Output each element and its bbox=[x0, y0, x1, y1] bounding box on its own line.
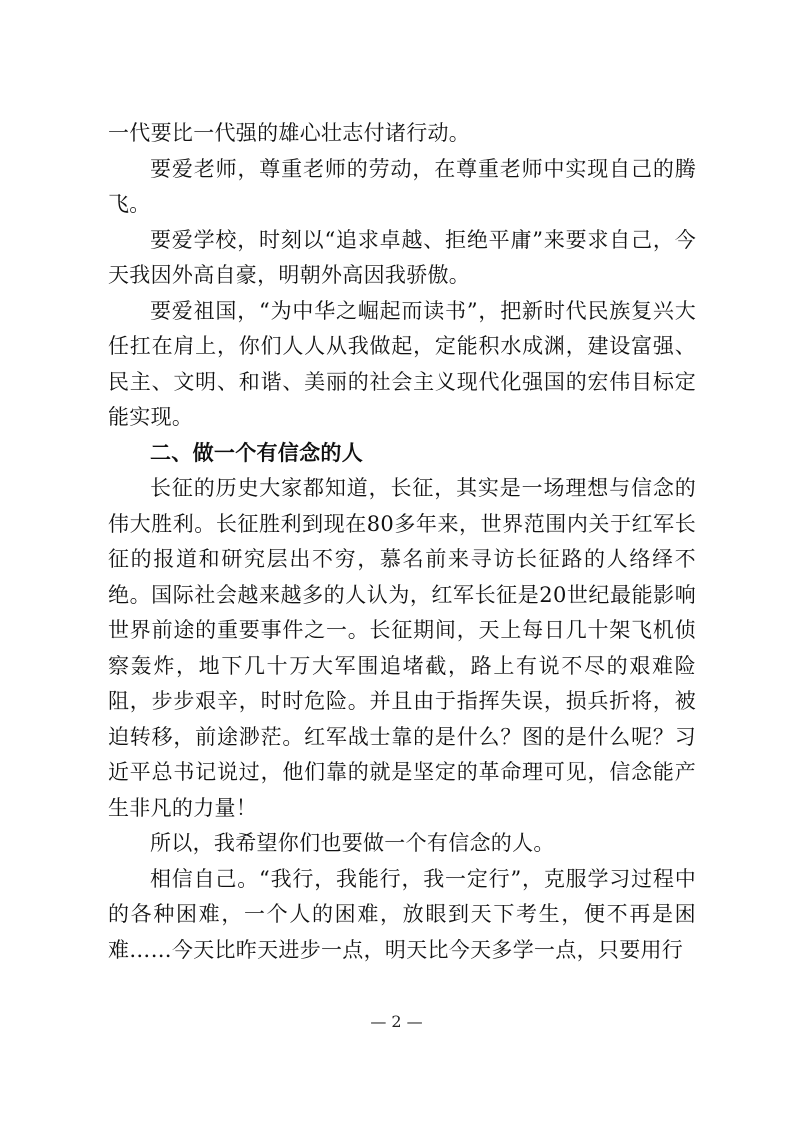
paragraph-love-school: 要爱学校，时刻以“追求卓越、拒绝平庸”来要求自己，今天我因外高自豪，明朝外高因我骄傲。 bbox=[108, 227, 696, 287]
body-text bbox=[108, 116, 696, 968]
paragraph-believe-yourself: 相信自己。“我行，我能行，我一定行”，克服学习过程中的各种困难，一个人的困难，放眼到天下考生，便不再是困难……今天比昨天进步一点，明天比今天多学一点，只要用行 bbox=[108, 866, 696, 962]
paragraph-love-country: 要爱祖国，“为中华之崛起而读书”，把新时代民族复兴大任扛在肩上，你们人人从我做起，定能积水成渊，建设富强、民主、文明、和谐、美丽的社会主义现代化强国的宏伟目标定能实现。 bbox=[108, 298, 696, 429]
page-number: — 2 — bbox=[370, 1012, 423, 1031]
paragraph-love-teachers: 要爱老师，尊重老师的劳动，在尊重老师中实现自己的腾飞。 bbox=[108, 156, 696, 216]
paragraph-have-faith: 所以，我希望你们也要做一个有信念的人。 bbox=[150, 831, 555, 855]
paragraph-long-march: 长征的历史大家都知道，长征，其实是一场理想与信念的伟大胜利。长征胜利到现在80多年来，世界范围内关于红军长征的报道和研究层出不穷，慕名前来寻访长征路的人络绎不绝。国际社会越来越多的人认为，红军长征是20世纪最能影响世界前途的重要事件之一。长征期间，天上每日几十架飞机侦察轰炸，地下几十万大军围追堵截，路上有说不尽的艰难险阻，步步艰辛，时时危险。并且由于指挥失误，损兵折将，被迫转移，前途渺茫。红军战士靠的是什么？图的是什么呢？习近平总书记说过，他们靠的就是坚定的革命理可见，信念能产生非凡的力量！ bbox=[108, 476, 696, 820]
section-heading: 二、做一个有信念的人 bbox=[150, 440, 363, 465]
paragraph-continuation: 一代要比一代强的雄心壮志付诸行动。 bbox=[108, 121, 471, 145]
